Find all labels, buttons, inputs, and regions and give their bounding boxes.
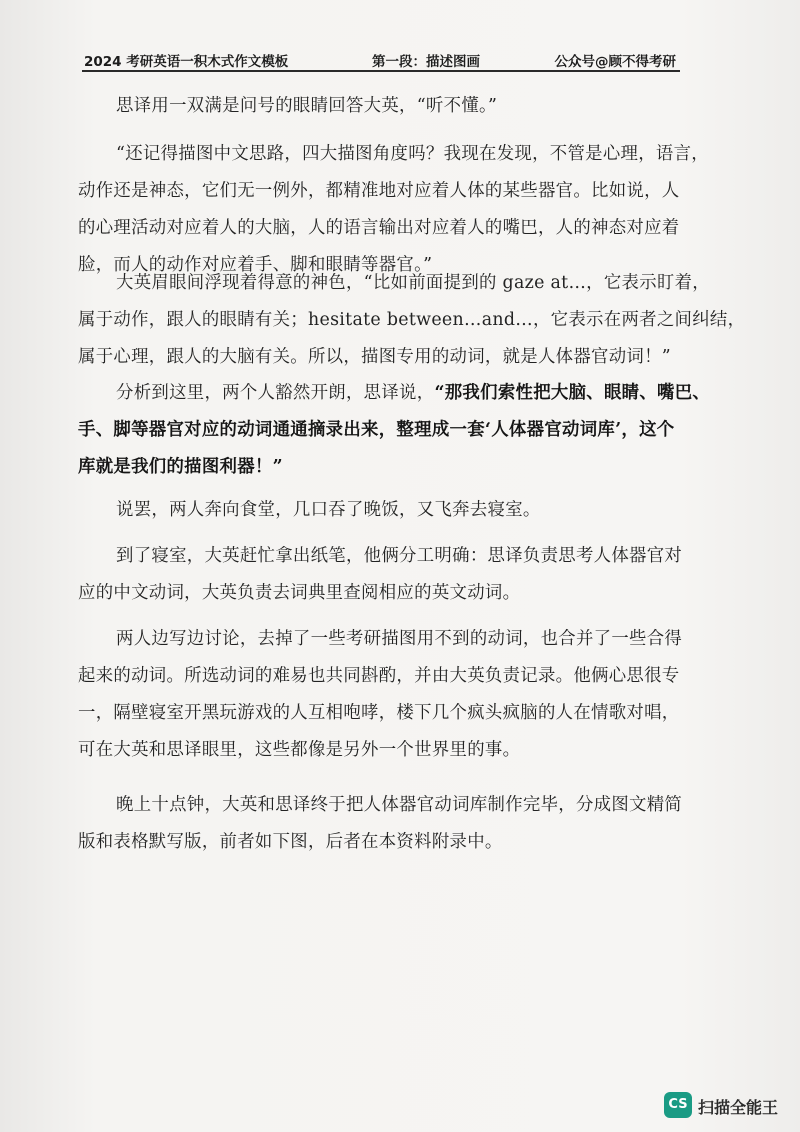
header-rule bbox=[82, 70, 680, 72]
scanner-watermark bbox=[664, 1090, 784, 1122]
text-line: 到了寝室，大英赶忙拿出纸笔，他俩分工明确：思译负责思考人体器官对 bbox=[116, 546, 683, 566]
text-line: 晚上十点钟，大英和思译终于把人体器官动词库制作完毕，分成图文精简 bbox=[116, 795, 683, 815]
paragraph-2 bbox=[78, 136, 709, 284]
paragraph-5 bbox=[116, 492, 541, 529]
text-line: 版和表格默写版，前者如下图，后者在本资料附录中。 bbox=[78, 832, 503, 852]
text-line: 说罢，两人奔向食堂，几口吞了晚饭，又飞奔去寝室。 bbox=[116, 500, 541, 520]
text-line-bold: 库就是我们的描图利器！” bbox=[78, 457, 283, 477]
header-section: 第一段：描述图画 bbox=[372, 54, 480, 70]
paragraph-4 bbox=[78, 375, 710, 486]
header-title: 2024 考研英语一积木式作文模板 bbox=[84, 54, 289, 70]
text-line: 两人边写边讨论，去掉了一些考研描图用不到的动词，也合并了一些合得 bbox=[116, 629, 683, 649]
text-line: 可在大英和思译眼里，这些都像是另外一个世界里的事。 bbox=[78, 740, 521, 760]
text-line: 脸，而人的动作对应着手、脚和眼睛等器官。” bbox=[78, 255, 433, 275]
text-line: 思译用一双满是问号的眼睛回答大英，“听不懂。” bbox=[116, 96, 498, 116]
text-intro: 分析到这里，两个人豁然开朗，思译说， bbox=[116, 383, 435, 403]
text-line: 大英眉眼间浮现着得意的神色，“比如前面提到的 gaze at…，它表示盯着， bbox=[116, 273, 710, 293]
paragraph-8 bbox=[78, 787, 682, 861]
text-line: 动作还是神态，它们无一例外，都精准地对应着人体的某些器官。比如说，人 bbox=[78, 181, 680, 201]
text-line-bold: 手、脚等器官对应的动词通通摘录出来，整理成一套‘人体器官动词库’，这个 bbox=[78, 420, 675, 440]
text-line: 一，隔壁寝室开黑玩游戏的人互相咆哮，楼下几个疯头疯脑的人在情歌对唱， bbox=[78, 703, 680, 723]
paragraph-3 bbox=[78, 265, 745, 376]
paragraph-1 bbox=[116, 88, 497, 125]
watermark-label: 扫描全能王 bbox=[698, 1098, 779, 1117]
text-bold: “那我们索性把大脑、眼睛、嘴巴、 bbox=[434, 383, 711, 403]
page-header bbox=[82, 48, 678, 70]
text-line: 应的中文动词，大英负责去词典里查阅相应的英文动词。 bbox=[78, 583, 521, 603]
text-line: 起来的动词。所选动词的难易也共同斟酌，并由大英负责记录。他俩心思很专 bbox=[78, 666, 680, 686]
text-line: 属于动作，跟人的眼睛有关；hesitate between…and…，它表示在两者之间纠结， bbox=[78, 310, 746, 330]
header-source: 公众号@顾不得考研 bbox=[554, 54, 676, 70]
text-line: 属于心理，跟人的大脑有关。所以，描图专用的动词，就是人体器官动词！” bbox=[78, 347, 671, 367]
paragraph-6 bbox=[78, 538, 682, 612]
camscanner-icon: CS bbox=[664, 1092, 692, 1118]
text-line: 的心理活动对应着人的大脑，人的语言输出对应着人的嘴巴，人的神态对应着 bbox=[78, 218, 680, 238]
paragraph-7 bbox=[78, 621, 682, 769]
text-line: “还记得描图中文思路，四大描图角度吗？我现在发现，不管是心理，语言， bbox=[116, 144, 709, 164]
